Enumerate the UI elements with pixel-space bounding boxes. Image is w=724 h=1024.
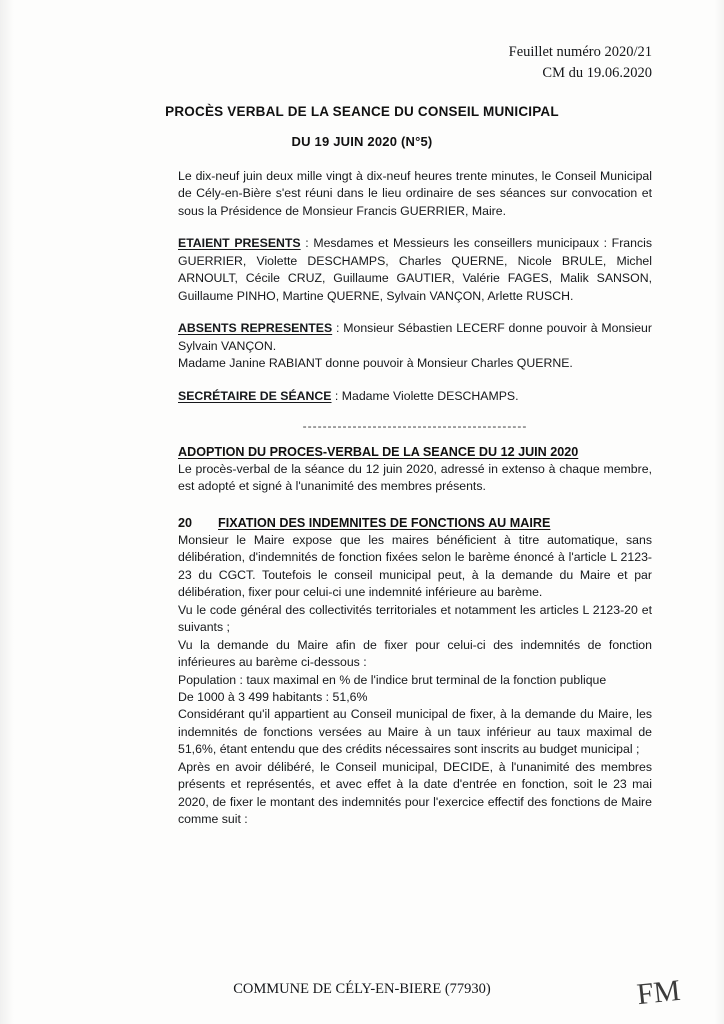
represented-members-paragraph (178, 320, 652, 355)
handwritten-signature: FM (634, 973, 682, 1012)
deliberation-paragraph-1: Monsieur le Maire expose que les maires bénéficient à titre automatique, sans délibération, d'indemnités de fonction fixées selon le barème énoncé à l'article L 2123-23 du CGCT. Toutefois le conseil municipal peut, à la demande du Maire et par délibération, fixer pour celui-ci une indemnité inférieure au barème. (178, 532, 652, 600)
sheet-number: Feuillet numéro 2020/21 (508, 44, 652, 60)
section-divider: --------------------------------------------- (302, 418, 528, 433)
secretary-text: : Madame Violette DESCHAMPS. (331, 388, 519, 403)
meeting-reference: CM du 19.06.2020 (542, 65, 652, 82)
represented-members-paragraph-2: Madame Janine RABIANT donne pouvoir à Monsieur Charles QUERNE. (178, 356, 573, 371)
adoption-body: Le procès-verbal de la séance du 12 juin 2020, adressé in extenso à chaque membre, est adopté et signé à l'unanimité des membres présents. (178, 461, 652, 494)
intro-paragraph: Le dix-neuf juin deux mille vingt à dix-neuf heures trente minutes, le Conseil Municipal de Cély-en-Bière s'est réuni dans le lieu ordinaire de ses séances sur convocation et sous la Présidence de Monsieur Francis GUERRIER, Maire. (178, 169, 652, 218)
page-header (509, 42, 652, 84)
present-members-paragraph (178, 235, 652, 305)
page-title: PROCÈS VERBAL DE LA SEANCE DU CONSEIL MUNICIPAL (165, 104, 559, 119)
document-body (178, 168, 652, 829)
present-text: : Mesdames et Messieurs les conseillers municipaux : Francis GUERRIER, Violette DESCHAMPS, Charles QUERNE, Nicole BRULE, Michel ARNOULT, Cécile CRUZ, Guillaume GAUTIER, Valérie FAGES, Malik SANSON, Guillaume PINHO, Martine QUERNE, Sylvain VANÇON, Arlette RUSCH. (178, 236, 652, 303)
deliberation-heading (178, 516, 652, 530)
deliberation-paragraph-2: Vu le code général des collectivités territoriales et notamment les articles L 2123-20 et suivants ; (178, 602, 652, 635)
deliberation-paragraph-4: Population : taux maximal en % de l'indice brut terminal de la fonction publique (178, 672, 607, 687)
deliberation-paragraph-5: De 1000 à 3 499 habitants : 51,6% (178, 689, 368, 704)
deliberation-number: 20 (178, 515, 193, 530)
deliberation-title: FIXATION DES INDEMNITES DE FONCTIONS AU MAIRE (218, 515, 551, 530)
adoption-heading: ADOPTION DU PROCES-VERBAL DE LA SEANCE DU 12 JUIN 2020 (178, 444, 579, 459)
deliberation-paragraph-3: Vu la demande du Maire afin de fixer pour celui-ci des indemnités de fonction inférieures au barème ci-dessous : (178, 637, 652, 670)
present-label: ETAIENT PRESENTS (178, 236, 301, 251)
represented-label: ABSENTS REPRESENTES (178, 321, 333, 336)
secretary-label: SECRÉTAIRE DE SÉANCE (178, 388, 332, 403)
page-footer: COMMUNE DE CÉLY-EN-BIERE (77930) (233, 981, 491, 997)
represented-text: : Monsieur Sébastien LECERF donne pouvoir à Monsieur Sylvain VANÇON. (178, 321, 652, 353)
deliberation-paragraph-7: Après en avoir délibéré, le Conseil municipal, DECIDE, à l'unanimité des membres présents et représentés, et avec effet à la date d'entrée en fonction, soit le 23 mai 2020, de fixer le montant des indemnités pour l'exercice effectif des fonctions de Maire comme suit : (178, 759, 652, 827)
secretary-paragraph (178, 388, 652, 405)
deliberation-paragraph-6: Considérant qu'il appartient au Conseil municipal de fixer, à la demande du Maire, les indemnités de fonctions versées au Maire à un taux inférieur au taux maximal de 51,6%, étant entendu que des crédits nécessaires sont inscrits au budget municipal ; (178, 707, 652, 757)
page-subtitle: DU 19 JUIN 2020 (N°5) (291, 134, 433, 149)
